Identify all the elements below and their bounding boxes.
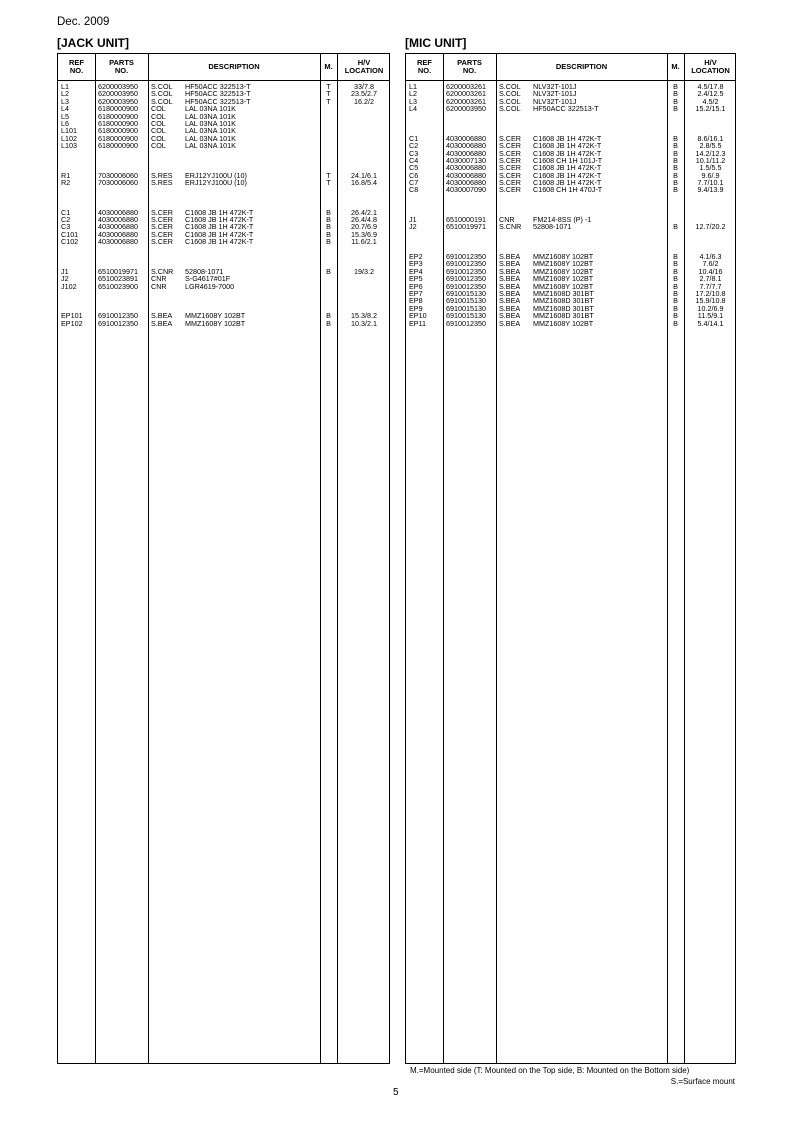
parts-no-cell: 6910012350 xyxy=(446,318,486,328)
location-cell: 24.1/6.1 xyxy=(351,170,377,180)
type-cell: S.COL xyxy=(499,82,521,91)
description-cell: LAL 03NA 101K xyxy=(185,111,236,121)
type-cell: S.CER xyxy=(499,133,521,143)
description-header: DESCRIPTION xyxy=(555,62,608,71)
parts-no-cell: 6200003950 xyxy=(98,89,138,99)
type-cell: S.CER xyxy=(499,155,521,165)
mounted-cell: T xyxy=(326,178,331,188)
parts-no-cell: 4030006880 xyxy=(446,170,486,180)
ref-no-cell: J1 xyxy=(61,266,69,276)
location-cell: 2.4/12.5 xyxy=(697,89,724,99)
mic-unit-rows xyxy=(406,83,735,327)
type-cell: COL xyxy=(151,126,166,136)
ref-no-cell: C8 xyxy=(409,185,419,195)
page-number: 5 xyxy=(393,1087,399,1098)
ref-no-cell: EP7 xyxy=(409,288,423,298)
location-cell: 11.5/9.1 xyxy=(697,311,724,321)
parts-no-cell: 6510023891 xyxy=(98,274,138,284)
location-cell: 15.3/6.9 xyxy=(351,229,377,239)
parts-no-cell: 4030006880 xyxy=(98,207,138,217)
location-cell: 9.4/13.9 xyxy=(697,185,724,195)
type-cell: S.BEA xyxy=(499,296,521,306)
parts-no-cell: 6200003950 xyxy=(446,104,486,114)
type-cell: S.COL xyxy=(499,96,521,106)
parts-no-cell: 4030006880 xyxy=(446,133,486,143)
description-cell: C1608 JB 1H 472K-T xyxy=(533,170,602,180)
type-cell: S.CER xyxy=(499,148,521,158)
ref-no-cell: R2 xyxy=(61,178,71,188)
ref-no-cell: EP102 xyxy=(61,318,83,328)
ref-no-cell: C4 xyxy=(409,155,419,165)
ref-no-cell: C3 xyxy=(409,148,419,158)
table-row xyxy=(406,105,735,112)
type-cell: S.BEA xyxy=(499,311,521,321)
ref-no-cell: J2 xyxy=(409,222,417,232)
table-row xyxy=(406,320,735,327)
parts-no-cell: 6510019971 xyxy=(446,222,486,232)
parts-no-cell: 7030006060 xyxy=(98,178,138,188)
mounted-cell: B xyxy=(326,215,331,225)
ref-no-cell: C1 xyxy=(409,133,419,143)
parts-no-cell: 4030006880 xyxy=(98,237,138,247)
type-cell: S.COL xyxy=(499,104,521,114)
type-cell: S.CER xyxy=(151,237,173,247)
mounted-cell: B xyxy=(673,178,678,188)
location-cell: 33/7.8 xyxy=(354,82,374,91)
mounted-cell: B xyxy=(326,222,331,232)
type-cell: COL xyxy=(151,133,166,143)
ref-no-cell: R1 xyxy=(61,170,71,180)
ref-no-cell: C3 xyxy=(61,222,71,232)
type-cell: S.CER xyxy=(151,222,173,232)
parts-no-cell: 6200003261 xyxy=(446,96,486,106)
location-cell: 11.6/2.1 xyxy=(351,237,377,247)
mounted-cell: B xyxy=(673,274,678,284)
location-cell: 14.2/12.3 xyxy=(695,148,726,158)
parts-no-cell: 6510019971 xyxy=(98,266,138,276)
location-cell: 4.5/2 xyxy=(702,96,719,106)
type-cell: S.RES xyxy=(151,170,173,180)
location-cell: 23.5/2.7 xyxy=(351,89,377,99)
mounted-header: M. xyxy=(671,62,680,71)
description-cell: LAL 03NA 101K xyxy=(185,104,236,114)
table-row xyxy=(406,186,735,193)
location-header: H/V LOCATION xyxy=(691,58,730,75)
location-cell: 9.6/.9 xyxy=(701,170,720,180)
type-cell: S.CER xyxy=(499,170,521,180)
mounted-cell: B xyxy=(326,229,331,239)
description-header: DESCRIPTION xyxy=(208,62,260,71)
location-cell: 10.1/11.2 xyxy=(695,155,726,165)
mounted-cell: T xyxy=(326,82,331,91)
parts-no-cell: 6910015130 xyxy=(446,288,486,298)
description-cell: MMZ1608D 301BT xyxy=(533,311,594,321)
type-cell: S.CER xyxy=(151,215,173,225)
ref-no-cell: L4 xyxy=(61,104,69,114)
parts-no-cell: 6910012350 xyxy=(446,281,486,291)
parts-no-cell: 6180000900 xyxy=(98,111,138,121)
parts-no-cell: 4030006880 xyxy=(446,178,486,188)
type-cell: S.BEA xyxy=(499,251,521,261)
mounted-cell: B xyxy=(673,222,678,232)
ref-no-cell: L1 xyxy=(61,82,69,91)
location-cell: 7.7/7.7 xyxy=(699,281,722,291)
ref-no-cell: EP10 xyxy=(409,311,427,321)
surface-mount-legend: S.=Surface mount xyxy=(670,1077,735,1086)
mounted-cell: B xyxy=(673,155,678,165)
mounted-cell: B xyxy=(673,96,678,106)
type-cell: S.CNR xyxy=(151,266,174,276)
description-cell: C1608 JB 1H 472K-T xyxy=(185,207,254,217)
ref-no-cell: L101 xyxy=(61,126,77,136)
ref-no-cell: EP2 xyxy=(409,251,423,261)
location-cell: 5.4/14.1 xyxy=(697,318,724,328)
description-cell: HF50ACC 322513-T xyxy=(185,89,251,99)
ref-no-cell: L102 xyxy=(61,133,77,143)
ref-no-cell: EP8 xyxy=(409,296,423,306)
type-cell: S.BEA xyxy=(499,318,521,328)
type-cell: S.BEA xyxy=(499,274,521,284)
location-cell: 17.2/10.8 xyxy=(695,288,726,298)
ref-no-cell: L4 xyxy=(409,104,417,114)
description-cell: C1608 JB 1H 472K-T xyxy=(533,133,602,143)
description-cell: MMZ1608Y 102BT xyxy=(533,318,594,328)
ref-no-cell: EP4 xyxy=(409,266,423,276)
mounted-cell: B xyxy=(673,259,678,269)
ref-no-cell: L3 xyxy=(61,96,69,106)
mounted-cell: B xyxy=(326,311,331,321)
mounted-cell: B xyxy=(673,318,678,328)
description-cell: MMZ1608Y 102BT xyxy=(533,281,594,291)
description-cell: MMZ1608D 301BT xyxy=(533,296,594,306)
ref-no-cell: L3 xyxy=(409,96,417,106)
mounted-cell: B xyxy=(673,170,678,180)
mounted-side-legend: M.=Mounted side (T: Mounted on the Top side, B: Mounted on the Bottom side) xyxy=(410,1066,690,1075)
ref-no-cell: J1 xyxy=(409,215,417,225)
description-cell: HF50ACC 322513-T xyxy=(185,82,251,91)
parts-no-header: PARTS NO. xyxy=(457,58,482,75)
parts-no-cell: 4030006880 xyxy=(446,141,486,151)
location-cell: 8.6/16.1 xyxy=(697,133,724,143)
type-cell: S.COL xyxy=(151,89,173,99)
jack-unit-title: [JACK UNIT] xyxy=(57,36,129,50)
description-cell: FM214-8SS (P) -1 xyxy=(533,215,592,225)
type-cell: S.CER xyxy=(499,178,521,188)
location-cell: 15.9/10.8 xyxy=(695,296,726,306)
ref-no-cell: L1 xyxy=(409,82,417,91)
parts-no-cell: 6510000191 xyxy=(446,215,486,225)
date-label: Dec. 2009 xyxy=(57,16,110,28)
ref-no-cell: L2 xyxy=(61,89,69,99)
description-cell: MMZ1608D 301BT xyxy=(533,288,594,298)
description-cell: C1608 JB 1H 472K-T xyxy=(533,178,602,188)
description-cell: MMZ1608Y 102BT xyxy=(533,266,594,276)
parts-no-cell: 6510023900 xyxy=(98,281,138,291)
description-cell: C1608 JB 1H 472K-T xyxy=(185,237,254,247)
type-cell: CNR xyxy=(499,215,515,225)
ref-no-cell: L2 xyxy=(409,89,417,99)
type-cell: S.CER xyxy=(499,185,521,195)
description-cell: LAL 03NA 101K xyxy=(185,126,236,136)
type-cell: S.COL xyxy=(151,82,173,91)
ref-no-header: REF NO. xyxy=(69,58,84,75)
parts-no-cell: 6180000900 xyxy=(98,104,138,114)
location-cell: 7.7/10.1 xyxy=(697,178,724,188)
type-cell: S.CNR xyxy=(499,222,522,232)
location-cell: 2.7/8.1 xyxy=(699,274,722,284)
ref-no-cell: C5 xyxy=(409,163,419,173)
mounted-cell: B xyxy=(673,82,678,91)
parts-no-cell: 6910015130 xyxy=(446,296,486,306)
mounted-cell: B xyxy=(673,89,678,99)
description-cell: MMZ1608Y 102BT xyxy=(533,259,594,269)
location-cell: 16.8/5.4 xyxy=(351,178,377,188)
parts-no-cell: 6910012350 xyxy=(98,318,138,328)
type-cell: S.BEA xyxy=(151,311,173,321)
ref-no-cell: L103 xyxy=(61,141,77,151)
location-cell: 4.1/6.3 xyxy=(699,251,722,261)
mounted-cell: B xyxy=(673,185,678,195)
parts-no-cell: 6910015130 xyxy=(446,303,486,313)
description-cell: NLV32T-101J xyxy=(533,89,577,99)
location-header: H/V LOCATION xyxy=(344,58,384,75)
location-cell: 26.4/4.8 xyxy=(351,215,377,225)
type-cell: S.BEA xyxy=(499,266,521,276)
mic-unit-title: [MIC UNIT] xyxy=(405,36,467,50)
mounted-cell: B xyxy=(326,318,331,328)
parts-no-cell: 7030006060 xyxy=(98,170,138,180)
location-cell: 4.5/17.8 xyxy=(697,82,724,91)
mounted-cell: B xyxy=(673,303,678,313)
mic-unit-table xyxy=(405,53,736,1064)
type-cell: COL xyxy=(151,118,166,128)
ref-no-cell: EP101 xyxy=(61,311,83,321)
description-cell: S-G4617#01F xyxy=(185,274,231,284)
type-cell: COL xyxy=(151,104,166,114)
mounted-cell: B xyxy=(673,266,678,276)
parts-no-cell: 6180000900 xyxy=(98,141,138,151)
description-cell: C1608 CH 1H 470J-T xyxy=(533,185,603,195)
ref-no-cell: C7 xyxy=(409,178,419,188)
ref-no-cell: C1 xyxy=(61,207,71,217)
description-cell: MMZ1608Y 102BT xyxy=(533,274,594,284)
mounted-cell: T xyxy=(326,96,331,106)
location-cell: 7.6/2 xyxy=(702,259,719,269)
mounted-cell: B xyxy=(673,251,678,261)
jack-unit-table xyxy=(57,53,390,1064)
description-cell: C1608 JB 1H 472K-T xyxy=(185,222,254,232)
jack-unit-rows xyxy=(58,83,389,327)
parts-no-cell: 6200003261 xyxy=(446,82,486,91)
mounted-cell: B xyxy=(673,133,678,143)
type-cell: S.BEA xyxy=(499,281,521,291)
ref-no-cell: C102 xyxy=(61,237,79,247)
location-cell: 10.2/6.9 xyxy=(697,303,724,313)
description-cell: ERJ12YJ100U (10) xyxy=(185,170,247,180)
description-cell: C1608 CH 1H 101J-T xyxy=(533,155,603,165)
table-row xyxy=(58,142,389,149)
description-cell: MMZ1608Y 102BT xyxy=(533,251,594,261)
ref-no-cell: J2 xyxy=(61,274,69,284)
description-cell: NLV32T-101J xyxy=(533,96,577,106)
type-cell: S.CER xyxy=(151,229,173,239)
type-cell: S.CER xyxy=(151,207,173,217)
ref-no-cell: EP3 xyxy=(409,259,423,269)
parts-no-cell: 4030006880 xyxy=(98,229,138,239)
ref-no-cell: L5 xyxy=(61,111,69,121)
type-cell: CNR xyxy=(151,274,167,284)
mounted-cell: T xyxy=(326,89,331,99)
parts-no-cell: 6180000900 xyxy=(98,133,138,143)
table-row xyxy=(58,179,389,186)
parts-no-header: PARTS NO. xyxy=(109,58,134,75)
ref-no-cell: J102 xyxy=(61,281,77,291)
location-cell: 10.3/2.1 xyxy=(351,318,377,328)
parts-no-cell: 6180000900 xyxy=(98,118,138,128)
description-cell: LAL 03NA 101K xyxy=(185,141,236,151)
table-row xyxy=(58,320,389,327)
description-cell: MMZ1608Y 102BT xyxy=(185,318,246,328)
parts-no-cell: 4030006880 xyxy=(446,163,486,173)
ref-no-cell: EP6 xyxy=(409,281,423,291)
mounted-header: M. xyxy=(324,62,333,71)
ref-no-cell: C6 xyxy=(409,170,419,180)
ref-no-header: REF NO. xyxy=(417,58,432,75)
ref-no-cell: EP5 xyxy=(409,274,423,284)
type-cell: S.BEA xyxy=(499,288,521,298)
table-row xyxy=(406,223,735,230)
ref-no-cell: L6 xyxy=(61,118,69,128)
type-cell: CNR xyxy=(151,281,167,291)
location-cell: 15.2/15.1 xyxy=(695,104,726,114)
mounted-cell: T xyxy=(326,170,331,180)
location-cell: 16.2/2 xyxy=(354,96,374,106)
parts-no-cell: 6910015130 xyxy=(446,311,486,321)
parts-no-cell: 6910012350 xyxy=(446,266,486,276)
parts-no-cell: 4030007090 xyxy=(446,185,486,195)
type-cell: S.RES xyxy=(151,178,173,188)
parts-no-cell: 4030007130 xyxy=(446,155,486,165)
description-cell: C1608 JB 1H 472K-T xyxy=(533,163,602,173)
description-cell: 52808-1071 xyxy=(533,222,572,232)
description-cell: C1608 JB 1H 472K-T xyxy=(533,141,602,151)
mounted-cell: B xyxy=(326,266,331,276)
table-row xyxy=(58,283,389,290)
description-cell: 52808-1071 xyxy=(185,266,224,276)
description-cell: C1608 JB 1H 472K-T xyxy=(185,215,254,225)
description-cell: LAL 03NA 101K xyxy=(185,118,236,128)
type-cell: S.BEA xyxy=(151,318,173,328)
description-cell: C1608 JB 1H 472K-T xyxy=(533,148,602,158)
location-cell: 2.8/5.5 xyxy=(699,141,722,151)
mounted-cell: B xyxy=(673,148,678,158)
parts-no-cell: 6910012350 xyxy=(446,274,486,284)
mounted-cell: B xyxy=(673,163,678,173)
mounted-cell: B xyxy=(673,296,678,306)
location-cell: 12.7/20.2 xyxy=(695,222,726,232)
location-cell: 19/3.2 xyxy=(354,266,374,276)
mounted-cell: B xyxy=(326,237,331,247)
ref-no-cell: C2 xyxy=(409,141,419,151)
ref-no-cell: EP11 xyxy=(409,318,427,328)
ref-no-cell: C101 xyxy=(61,229,79,239)
ref-no-cell: EP9 xyxy=(409,303,423,313)
parts-no-cell: 6910012350 xyxy=(446,251,486,261)
mounted-cell: B xyxy=(673,141,678,151)
description-cell: ERJ12YJ100U (10) xyxy=(185,178,247,188)
location-cell: 10.4/16 xyxy=(698,266,723,276)
parts-no-cell: 6910012350 xyxy=(446,259,486,269)
table-row xyxy=(58,238,389,245)
description-cell: C1608 JB 1H 472K-T xyxy=(185,229,254,239)
mounted-cell: B xyxy=(673,311,678,321)
parts-no-cell: 6200003261 xyxy=(446,89,486,99)
location-cell: 20.7/6.9 xyxy=(351,222,377,232)
location-cell: 1.5/5.5 xyxy=(699,163,722,173)
description-cell: HF50ACC 322513-T xyxy=(533,104,599,114)
type-cell: S.BEA xyxy=(499,303,521,313)
description-cell: MMZ1608Y 102BT xyxy=(185,311,246,321)
parts-no-cell: 6910012350 xyxy=(98,311,138,321)
mounted-cell: B xyxy=(673,104,678,114)
type-cell: COL xyxy=(151,141,166,151)
mounted-cell: B xyxy=(673,288,678,298)
location-cell: 26.4/2.1 xyxy=(351,207,377,217)
description-cell: LGR4619-7000 xyxy=(185,281,235,291)
type-cell: S.COL xyxy=(499,89,521,99)
type-cell: COL xyxy=(151,111,166,121)
location-cell: 15.3/8.2 xyxy=(351,311,377,321)
parts-no-cell: 6200003950 xyxy=(98,82,138,91)
type-cell: S.CER xyxy=(499,141,521,151)
parts-no-cell: 4030006880 xyxy=(98,215,138,225)
mounted-cell: B xyxy=(326,207,331,217)
parts-no-cell: 4030006880 xyxy=(98,222,138,232)
ref-no-cell: C2 xyxy=(61,215,71,225)
parts-no-cell: 4030006880 xyxy=(446,148,486,158)
mounted-cell: B xyxy=(673,281,678,291)
description-cell: HF50ACC 322513-T xyxy=(185,96,251,106)
type-cell: S.COL xyxy=(151,96,173,106)
parts-no-cell: 6180000900 xyxy=(98,126,138,136)
parts-no-cell: 6200003950 xyxy=(98,96,138,106)
description-cell: NLV32T-101J xyxy=(533,82,577,91)
type-cell: S.CER xyxy=(499,163,521,173)
description-cell: LAL 03NA 101K xyxy=(185,133,236,143)
description-cell: MMZ1608D 301BT xyxy=(533,303,594,313)
type-cell: S.BEA xyxy=(499,259,521,269)
